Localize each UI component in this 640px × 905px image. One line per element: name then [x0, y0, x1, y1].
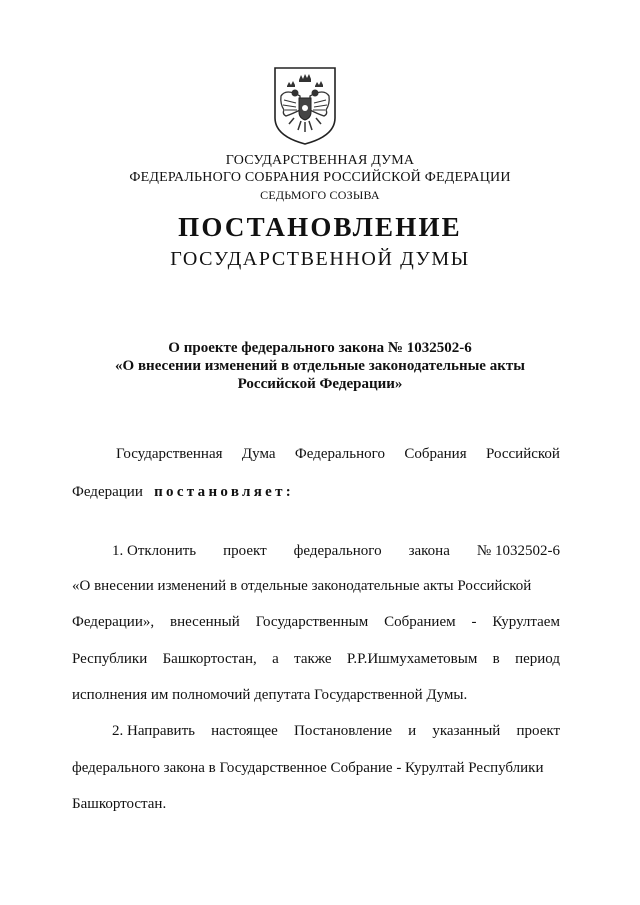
item1-word: № 1032502-6 — [476, 543, 560, 559]
item2-word: и — [408, 723, 417, 739]
preamble-word: Федерации — [72, 484, 143, 500]
item1-word: Государственным — [255, 614, 369, 630]
item1-word: период — [515, 651, 560, 667]
org-name-line1: ГОСУДАРСТВЕННАЯ ДУМА — [225, 153, 415, 168]
item1-word: - — [471, 614, 477, 630]
item2-word: 2. Направить — [112, 723, 195, 739]
item1-word: Курултаем — [492, 614, 560, 630]
item1-line2: «О внесении изменений в отдельные законодательные акты Российской — [72, 578, 532, 594]
item2-line3: Башкортостан. — [72, 796, 167, 812]
coat-of-arms-icon — [272, 66, 338, 146]
item1-word: 1. Отклонить — [112, 543, 197, 559]
org-name-line2: ФЕДЕРАЛЬНОГО СОБРАНИЯ РОССИЙСКОЙ ФЕДЕРАЦИИ — [129, 170, 511, 185]
preamble-line1 — [116, 446, 560, 463]
document-issuer-subtitle: ГОСУДАРСТВЕННОЙ ДУМЫ — [170, 248, 470, 270]
item1-word: внесенный — [169, 614, 240, 630]
document-type-title: ПОСТАНОВЛЕНИЕ — [178, 212, 462, 242]
item1-line1 — [112, 543, 560, 560]
item2-word: настоящее — [211, 723, 278, 739]
item1-word: в — [492, 651, 500, 667]
preamble-line2 — [72, 484, 560, 501]
subject-line3: Российской Федерации» — [237, 376, 403, 392]
item1-line4 — [72, 651, 560, 668]
item2-line1 — [112, 723, 560, 740]
item1-word: закона — [408, 543, 450, 559]
subject-line1: О проекте федерального закона № 1032502-6 — [168, 340, 472, 356]
preamble-word: Российской — [486, 446, 560, 462]
item1-line3 — [72, 614, 560, 631]
item1-word: Федерации», — [72, 614, 155, 630]
preamble-word: Дума — [241, 446, 276, 462]
subject-line2: «О внесении изменений в отдельные законодательные акты — [115, 358, 525, 374]
preamble-word: Федерального — [294, 446, 385, 462]
preamble-word: Собрания — [404, 446, 467, 462]
item1-word: проект — [223, 543, 267, 559]
item1-word: Собранием — [384, 614, 456, 630]
item1-word: Башкортостан, — [162, 651, 257, 667]
item1-line5: исполнения им полномочий депутата Государственной Думы. — [72, 687, 468, 703]
item2-word: указанный — [432, 723, 501, 739]
preamble-word: Государственная — [116, 446, 223, 462]
convocation-line: СЕДЬМОГО СОЗЫВА — [260, 188, 380, 202]
item1-word: также — [294, 651, 332, 667]
item1-word: Р.Р.Ишмухаметовым — [346, 651, 478, 667]
item1-word: Республики — [72, 651, 148, 667]
decree-word: постановляет: — [154, 484, 295, 500]
item2-line2: федерального закона в Государственное Собрание - Курултай Республики — [72, 760, 544, 776]
item1-word: а — [272, 651, 279, 667]
item1-word: федерального — [293, 543, 382, 559]
item2-word: проект — [516, 723, 560, 739]
item2-word: Постановление — [293, 723, 393, 739]
